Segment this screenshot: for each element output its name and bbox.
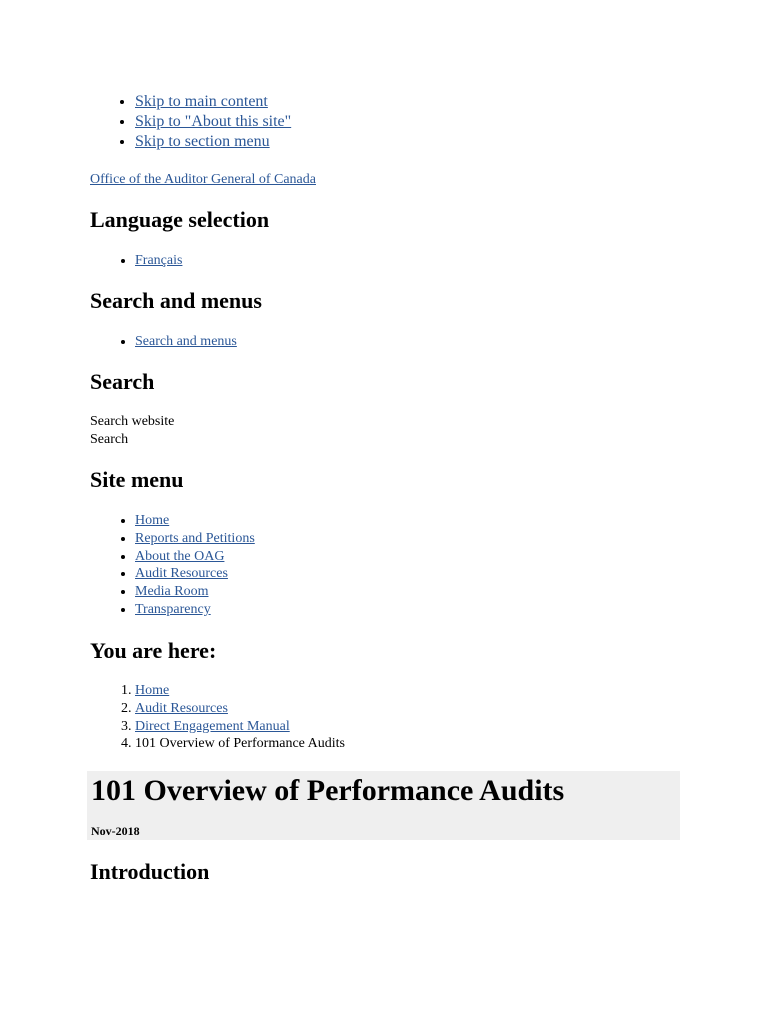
- site-menu-home-link[interactable]: Home: [135, 513, 170, 528]
- page-date: Nov-2018: [91, 824, 140, 838]
- breadcrumb-home-link[interactable]: Home: [135, 683, 170, 698]
- skip-link-item: [135, 112, 291, 132]
- skip-link-item: [135, 132, 291, 152]
- language-list: [90, 252, 182, 270]
- site-menu-item: [135, 530, 255, 548]
- skip-to-section-menu-link[interactable]: Skip to section menu: [135, 133, 270, 150]
- search-heading: Search: [90, 369, 155, 394]
- site-menu-item: [135, 601, 255, 619]
- site-menu-item: [135, 548, 255, 566]
- language-item: [135, 252, 182, 270]
- site-menu-item: [135, 512, 255, 530]
- skip-link-item: [135, 92, 291, 112]
- site-menu-transparency-link[interactable]: Transparency: [135, 601, 211, 617]
- search-and-menus-list: [90, 333, 237, 351]
- breadcrumb: [90, 682, 345, 753]
- breadcrumb-current-page: 101 Overview of Performance Audits: [135, 736, 345, 752]
- site-menu-item: [135, 583, 255, 601]
- skip-to-main-content-link[interactable]: Skip to main content: [135, 93, 268, 110]
- search-field-label[interactable]: Search website: [90, 414, 175, 429]
- introduction-heading: Introduction: [90, 859, 210, 884]
- breadcrumb-direct-engagement-link[interactable]: Direct Engagement Manual: [135, 718, 290, 734]
- site-menu-list: [90, 512, 255, 619]
- breadcrumb-heading: You are here:: [90, 638, 217, 663]
- breadcrumb-item: [135, 700, 345, 718]
- breadcrumb-item: [135, 682, 345, 700]
- breadcrumb-item: [135, 718, 345, 736]
- search-and-menus-item: [135, 333, 237, 351]
- site-menu-audit-resources-link[interactable]: Audit Resources: [135, 566, 228, 582]
- search-and-menus-heading: Search and menus: [90, 288, 262, 313]
- site-menu-heading: Site menu: [90, 467, 184, 492]
- breadcrumb-audit-resources-link[interactable]: Audit Resources: [135, 700, 228, 716]
- page-title-banner: [87, 771, 680, 840]
- skip-to-about-site-link[interactable]: Skip to "About this site": [135, 113, 292, 130]
- search-and-menus-link[interactable]: Search and menus: [135, 334, 237, 349]
- skip-links: [90, 92, 291, 152]
- francais-link[interactable]: Français: [135, 253, 183, 268]
- page-title: 101 Overview of Performance Audits: [91, 774, 565, 807]
- language-selection-heading: Language selection: [90, 207, 270, 232]
- search-button[interactable]: Search: [90, 432, 129, 447]
- site-menu-about-link[interactable]: About the OAG: [135, 548, 225, 564]
- site-home-link[interactable]: Office of the Auditor General of Canada: [90, 172, 316, 187]
- site-menu-reports-link[interactable]: Reports and Petitions: [135, 530, 255, 546]
- site-menu-media-room-link[interactable]: Media Room: [135, 584, 209, 600]
- site-menu-item: [135, 565, 255, 583]
- breadcrumb-item-current: [135, 735, 345, 753]
